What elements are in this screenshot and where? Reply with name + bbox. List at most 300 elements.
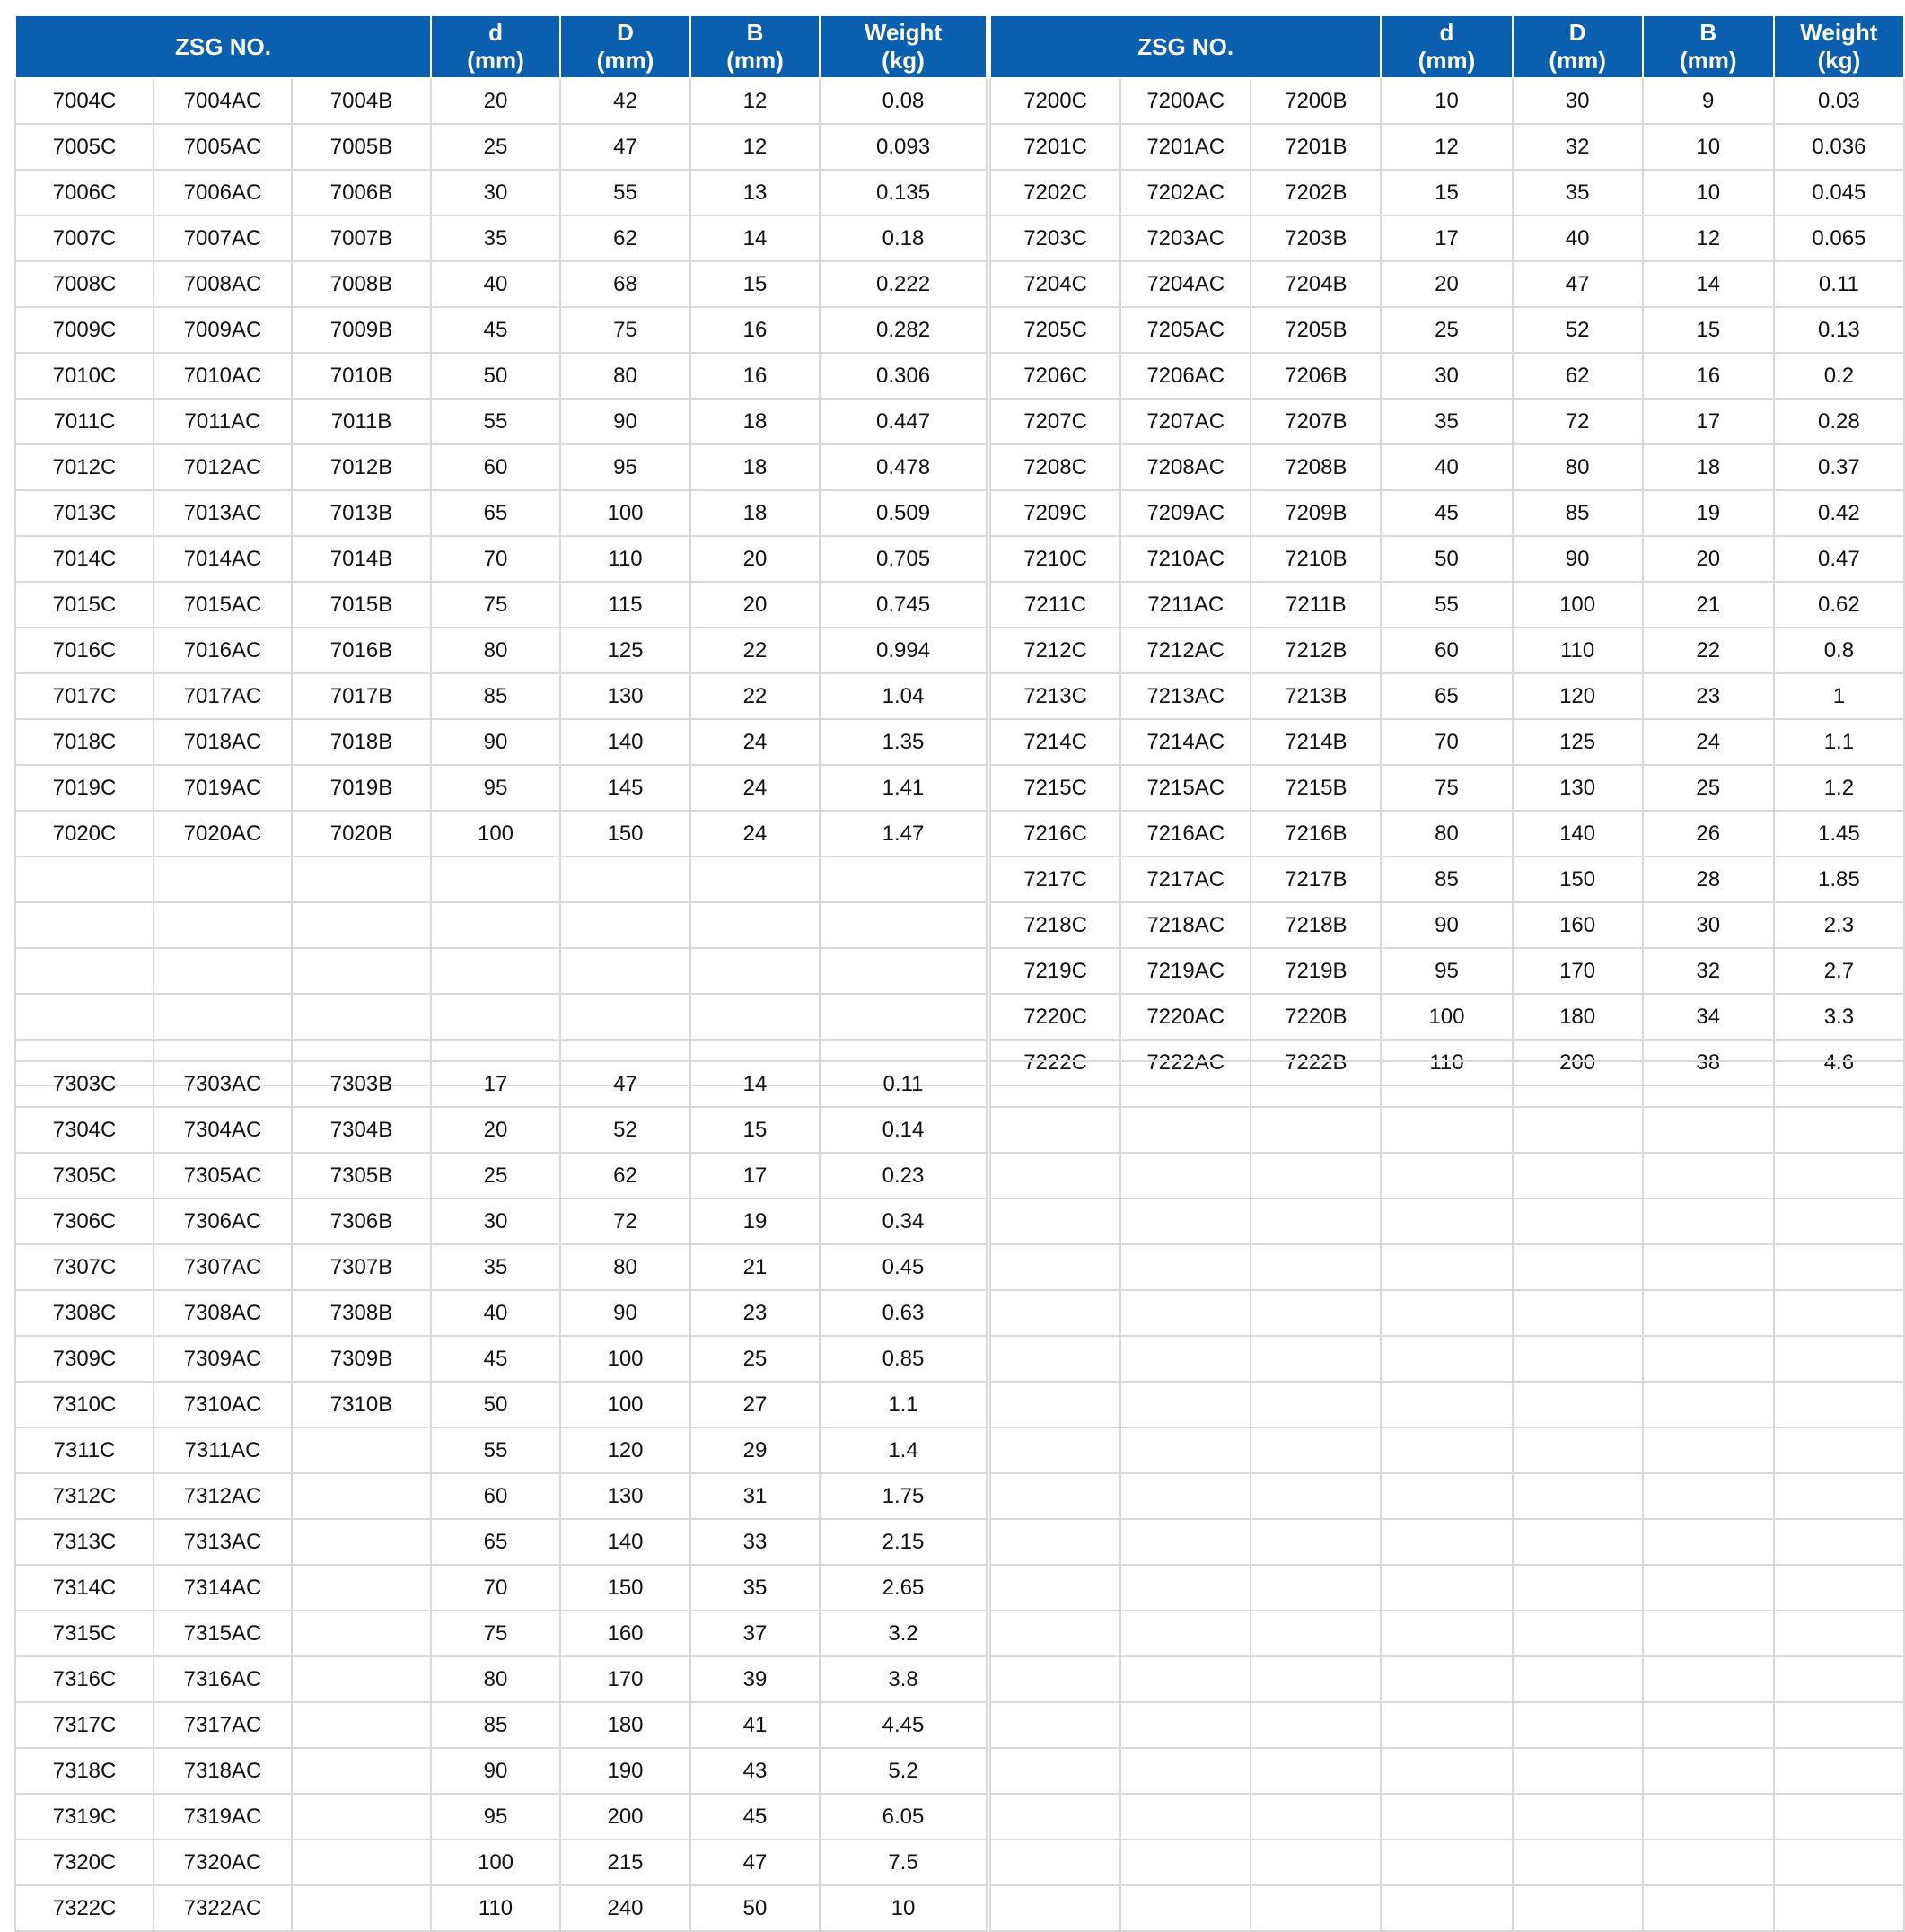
cell-outer-diameter: 110 [560,536,690,582]
cell-model-ac: 7216AC [1120,811,1251,856]
cell-inner-diameter: 55 [431,399,560,444]
cell-weight: 0.705 [820,536,987,582]
cell-weight: 0.18 [820,215,987,261]
cell-weight: 0.306 [820,353,987,399]
table-row [990,261,1904,307]
cell-weight: 0.08 [820,78,987,124]
cell-width [690,902,820,948]
cell-inner-diameter: 95 [1381,948,1512,994]
cell-empty [1381,1244,1512,1290]
cell-empty [1251,1153,1381,1199]
cell-inner-diameter: 75 [431,1611,560,1656]
header-weight: Weight (kg) [1774,15,1904,78]
cell-empty [1774,1061,1904,1107]
cell-weight: 0.045 [1774,170,1904,215]
cell-weight: 1.2 [1774,765,1904,811]
cell-empty [1643,1336,1774,1382]
cell-inner-diameter: 60 [1381,628,1512,673]
cell-empty [1643,1199,1774,1244]
cell-empty [1513,1840,1643,1885]
cell-inner-diameter: 90 [1381,902,1512,948]
cell-outer-diameter: 180 [1513,994,1643,1040]
table-row [15,307,987,353]
cell-width: 37 [690,1611,820,1656]
cell-outer-diameter: 140 [560,1519,690,1565]
cell-model-c: 7217C [990,856,1120,902]
table-row [990,1244,1904,1290]
cell-outer-diameter: 95 [560,444,690,490]
cell-model-c: 7314C [15,1565,154,1611]
cell-empty [1251,1794,1381,1840]
cell-width: 35 [690,1565,820,1611]
cell-model-c: 7205C [990,307,1120,353]
cell-weight: 0.14 [820,1107,987,1153]
cell-empty [1120,1153,1251,1199]
cell-model-ac: 7202AC [1120,170,1251,215]
cell-empty [1120,1336,1251,1382]
cell-inner-diameter: 65 [1381,673,1512,719]
cell-empty [990,1153,1120,1199]
cell-weight: 1.1 [820,1382,987,1427]
cell-weight [820,902,987,948]
cell-model-c: 7013C [15,490,154,536]
table-row [990,1565,1904,1611]
cell-empty [1381,1473,1512,1519]
table-row [15,1336,987,1382]
cell-model-b [292,902,431,948]
cell-width: 20 [690,582,820,628]
cell-model-b: 7218B [1251,902,1381,948]
cell-empty [1381,1565,1512,1611]
cell-model-b: 7016B [292,628,431,673]
cell-model-c: 7206C [990,353,1120,399]
cell-model-ac [154,856,292,902]
cell-inner-diameter: 15 [1381,170,1512,215]
cell-model-c: 7208C [990,444,1120,490]
cell-empty [1513,1702,1643,1748]
cell-empty [1381,1794,1512,1840]
cell-model-c: 7200C [990,78,1120,124]
cell-empty [1381,1153,1512,1199]
cell-inner-diameter: 110 [431,1885,560,1931]
cell-outer-diameter [560,856,690,902]
cell-model-ac: 7204AC [1120,261,1251,307]
cell-empty [1381,1611,1512,1656]
cell-empty [990,1336,1120,1382]
cell-model-c: 7207C [990,399,1120,444]
cell-empty [1774,1885,1904,1931]
cell-width [690,856,820,902]
cell-empty [1774,1519,1904,1565]
cell-empty [1251,1427,1381,1473]
cell-model-c: 7222C [990,1040,1120,1085]
table-row [15,353,987,399]
cell-model-b: 7308B [292,1290,431,1336]
cell-empty [1774,1107,1904,1153]
table-row [990,1199,1904,1244]
cell-outer-diameter: 100 [1513,582,1643,628]
cell-empty [1774,1794,1904,1840]
cell-model-c: 7011C [15,399,154,444]
cell-model-c: 7201C [990,124,1120,170]
cell-inner-diameter: 30 [431,170,560,215]
cell-outer-diameter: 160 [1513,902,1643,948]
table-row [990,353,1904,399]
table-row [990,490,1904,536]
cell-inner-diameter [431,856,560,902]
cell-width: 24 [1643,719,1774,765]
cell-weight: 0.036 [1774,124,1904,170]
cell-width: 17 [1643,399,1774,444]
cell-empty [1381,1427,1512,1473]
cell-outer-diameter: 30 [1513,78,1643,124]
cell-model-b [292,1656,431,1702]
cell-model-b: 7014B [292,536,431,582]
cell-outer-diameter: 170 [560,1656,690,1702]
cell-weight: 4.6 [1774,1040,1904,1085]
table-row [990,1702,1904,1748]
cell-model-ac: 7007AC [154,215,292,261]
cell-inner-diameter: 100 [1381,994,1512,1040]
cell-model-ac: 7310AC [154,1382,292,1427]
cell-weight: 0.282 [820,307,987,353]
cell-width: 24 [690,765,820,811]
cell-weight: 0.478 [820,444,987,490]
cell-model-b [292,1885,431,1931]
cell-model-b: 7204B [1251,261,1381,307]
cell-model-c: 7218C [990,902,1120,948]
cell-empty [1774,1427,1904,1473]
cell-weight: 0.42 [1774,490,1904,536]
cell-weight: 0.03 [1774,78,1904,124]
table-row [15,1611,987,1656]
cell-width: 28 [1643,856,1774,902]
table-row [15,1748,987,1794]
cell-outer-diameter: 80 [560,353,690,399]
table-row [15,1519,987,1565]
cell-model-ac: 7320AC [154,1840,292,1885]
table-row [990,215,1904,261]
cell-empty [1643,1702,1774,1748]
cell-model-b: 7206B [1251,353,1381,399]
cell-empty [1774,1244,1904,1290]
cell-width: 14 [690,215,820,261]
cell-outer-diameter: 35 [1513,170,1643,215]
cell-width: 21 [1643,582,1774,628]
cell-empty [1251,1290,1381,1336]
cell-model-b: 7212B [1251,628,1381,673]
cell-empty [1643,1244,1774,1290]
cell-width: 18 [1643,444,1774,490]
cell-model-ac: 7314AC [154,1565,292,1611]
cell-weight: 1.75 [820,1473,987,1519]
cell-weight: 2.7 [1774,948,1904,994]
cell-weight: 1 [1774,673,1904,719]
cell-inner-diameter: 85 [1381,856,1512,902]
table-row [15,1153,987,1199]
cell-empty [990,1702,1120,1748]
cell-model-ac [154,902,292,948]
cell-inner-diameter: 70 [1381,719,1512,765]
table-row [990,948,1904,994]
cell-empty [1643,1565,1774,1611]
cell-model-c: 7007C [15,215,154,261]
table-row [990,1885,1904,1931]
cell-outer-diameter: 125 [560,628,690,673]
cell-inner-diameter: 35 [431,215,560,261]
cell-empty [1774,1336,1904,1382]
cell-inner-diameter: 40 [431,1290,560,1336]
cell-model-b [292,1519,431,1565]
cell-model-c [15,902,154,948]
table-row [15,1473,987,1519]
cell-model-ac: 7305AC [154,1153,292,1199]
cell-model-c: 7312C [15,1473,154,1519]
cell-empty [1381,1382,1512,1427]
cell-empty [1774,1290,1904,1336]
table-row [15,1427,987,1473]
cell-model-b [292,1748,431,1794]
cell-width: 24 [690,719,820,765]
cell-outer-diameter: 42 [560,78,690,124]
cell-empty [1643,1840,1774,1885]
cell-empty [1120,1199,1251,1244]
cell-empty [1643,1611,1774,1656]
cell-outer-diameter: 62 [560,215,690,261]
cell-model-c: 7005C [15,124,154,170]
cell-model-b: 7202B [1251,170,1381,215]
cell-width: 14 [690,1061,820,1107]
cell-model-ac: 7214AC [1120,719,1251,765]
cell-inner-diameter: 35 [1381,399,1512,444]
cell-inner-diameter: 20 [431,1107,560,1153]
cell-empty [1774,1748,1904,1794]
cell-weight: 4.45 [820,1702,987,1748]
cell-model-ac: 7004AC [154,78,292,124]
cell-weight: 0.63 [820,1290,987,1336]
table-row [990,856,1904,902]
cell-model-ac: 7212AC [1120,628,1251,673]
cell-model-ac: 7312AC [154,1473,292,1519]
cell-model-c: 7214C [990,719,1120,765]
cell-inner-diameter: 85 [431,673,560,719]
table-row [990,78,1904,124]
table-row [990,399,1904,444]
cell-empty [1643,1382,1774,1427]
cell-empty [1251,1382,1381,1427]
cell-empty [990,1061,1120,1107]
cell-outer-diameter: 40 [1513,215,1643,261]
cell-inner-diameter [431,902,560,948]
cell-width: 45 [690,1794,820,1840]
cell-empty [1774,1199,1904,1244]
cell-empty [1643,1473,1774,1519]
cell-model-ac: 7014AC [154,536,292,582]
cell-empty [990,1382,1120,1427]
cell-outer-diameter: 100 [560,490,690,536]
cell-inner-diameter: 40 [1381,444,1512,490]
table-row [990,1611,1904,1656]
cell-model-c: 7012C [15,444,154,490]
cell-empty [990,1748,1120,1794]
cell-empty [1120,1473,1251,1519]
cell-model-ac: 7015AC [154,582,292,628]
cell-model-ac: 7315AC [154,1611,292,1656]
cell-weight: 1.47 [820,811,987,856]
table-row [15,261,987,307]
cell-model-c: 7304C [15,1107,154,1153]
cell-empty [1513,1244,1643,1290]
cell-outer-diameter: 200 [560,1794,690,1840]
cell-weight: 0.065 [1774,215,1904,261]
cell-inner-diameter: 85 [431,1702,560,1748]
cell-inner-diameter: 75 [1381,765,1512,811]
cell-model-c: 7019C [15,765,154,811]
table-row [990,170,1904,215]
cell-model-b: 7303B [292,1061,431,1107]
table-row [990,307,1904,353]
cell-model-ac: 7211AC [1120,582,1251,628]
cell-empty [990,1107,1120,1153]
cell-width: 24 [690,811,820,856]
cell-empty [1251,1336,1381,1382]
table-row [990,628,1904,673]
cell-outer-diameter: 90 [1513,536,1643,582]
cell-empty [1381,1290,1512,1336]
cell-model-ac: 7311AC [154,1427,292,1473]
cell-width: 25 [690,1336,820,1382]
cell-model-ac: 7318AC [154,1748,292,1794]
cell-width [690,948,820,994]
cell-empty [1643,1885,1774,1931]
cell-model-ac: 7209AC [1120,490,1251,536]
cell-empty [1643,1107,1774,1153]
cell-model-ac: 7203AC [1120,215,1251,261]
header-model: ZSG NO. [990,15,1381,78]
cell-model-b [292,1794,431,1840]
cell-inner-diameter: 70 [431,536,560,582]
cell-weight: 3.2 [820,1611,987,1656]
cell-model-ac: 7016AC [154,628,292,673]
cell-empty [1513,1153,1643,1199]
cell-model-c: 7309C [15,1336,154,1382]
cell-inner-diameter: 12 [1381,124,1512,170]
cell-outer-diameter: 100 [560,1382,690,1427]
cell-width: 29 [690,1427,820,1473]
cell-empty [990,1565,1120,1611]
cell-weight: 1.1 [1774,719,1904,765]
cell-width: 14 [1643,261,1774,307]
cell-width: 47 [690,1840,820,1885]
cell-inner-diameter: 17 [1381,215,1512,261]
cell-inner-diameter: 25 [1381,307,1512,353]
table-header-row [990,15,1904,78]
cell-empty [990,1199,1120,1244]
cell-inner-diameter: 70 [431,1565,560,1611]
cell-model-ac: 7008AC [154,261,292,307]
table-row [15,215,987,261]
cell-outer-diameter: 62 [1513,353,1643,399]
cell-weight: 0.62 [1774,582,1904,628]
cell-weight: 0.093 [820,124,987,170]
cell-model-b [292,1565,431,1611]
cell-inner-diameter: 50 [431,353,560,399]
cell-width: 20 [1643,536,1774,582]
cell-model-b: 7006B [292,170,431,215]
cell-empty [1513,1290,1643,1336]
cell-weight: 0.47 [1774,536,1904,582]
table-row [15,1702,987,1748]
cell-outer-diameter: 130 [1513,765,1643,811]
cell-empty [1120,1656,1251,1702]
cell-model-ac: 7017AC [154,673,292,719]
cell-weight: 3.3 [1774,994,1904,1040]
cell-model-c: 7308C [15,1290,154,1336]
cell-empty [1251,1885,1381,1931]
cell-model-ac: 7222AC [1120,1040,1251,1085]
table-row [15,856,987,902]
cell-inner-diameter: 90 [431,1748,560,1794]
cell-width: 41 [690,1702,820,1748]
cell-model-c [15,994,154,1040]
cell-model-ac: 7303AC [154,1061,292,1107]
cell-weight: 1.35 [820,719,987,765]
table-row [990,1473,1904,1519]
cell-outer-diameter: 150 [1513,856,1643,902]
cell-model-c: 7311C [15,1427,154,1473]
cell-model-ac: 7201AC [1120,124,1251,170]
cell-empty [1251,1611,1381,1656]
cell-width: 39 [690,1656,820,1702]
cell-inner-diameter: 25 [431,124,560,170]
cell-model-c: 7016C [15,628,154,673]
cell-model-c: 7004C [15,78,154,124]
table-row [990,765,1904,811]
cell-model-b: 7207B [1251,399,1381,444]
cell-width: 16 [690,353,820,399]
cell-model-ac: 7220AC [1120,994,1251,1040]
cell-width: 43 [690,1748,820,1794]
table-row [990,994,1904,1040]
cell-inner-diameter: 20 [431,78,560,124]
cell-model-ac: 7210AC [1120,536,1251,582]
cell-width: 25 [1643,765,1774,811]
table-row [15,490,987,536]
table-row [15,1794,987,1840]
cell-model-ac: 7208AC [1120,444,1251,490]
cell-outer-diameter: 140 [560,719,690,765]
table-row [990,1290,1904,1336]
table-row [15,1290,987,1336]
cell-weight [820,994,987,1040]
table-row [990,902,1904,948]
cell-model-b: 7220B [1251,994,1381,1040]
cell-empty [1120,1519,1251,1565]
cell-empty [1251,1061,1381,1107]
cell-model-b: 7009B [292,307,431,353]
cell-width: 33 [690,1519,820,1565]
cell-empty [1513,1473,1643,1519]
cell-inner-diameter: 25 [431,1153,560,1199]
cell-weight: 5.2 [820,1748,987,1794]
cell-model-ac: 7215AC [1120,765,1251,811]
cell-empty [1513,1656,1643,1702]
cell-width: 27 [690,1382,820,1427]
cell-width: 21 [690,1244,820,1290]
cell-model-c: 7310C [15,1382,154,1427]
cell-model-ac [154,948,292,994]
cell-model-c: 7215C [990,765,1120,811]
